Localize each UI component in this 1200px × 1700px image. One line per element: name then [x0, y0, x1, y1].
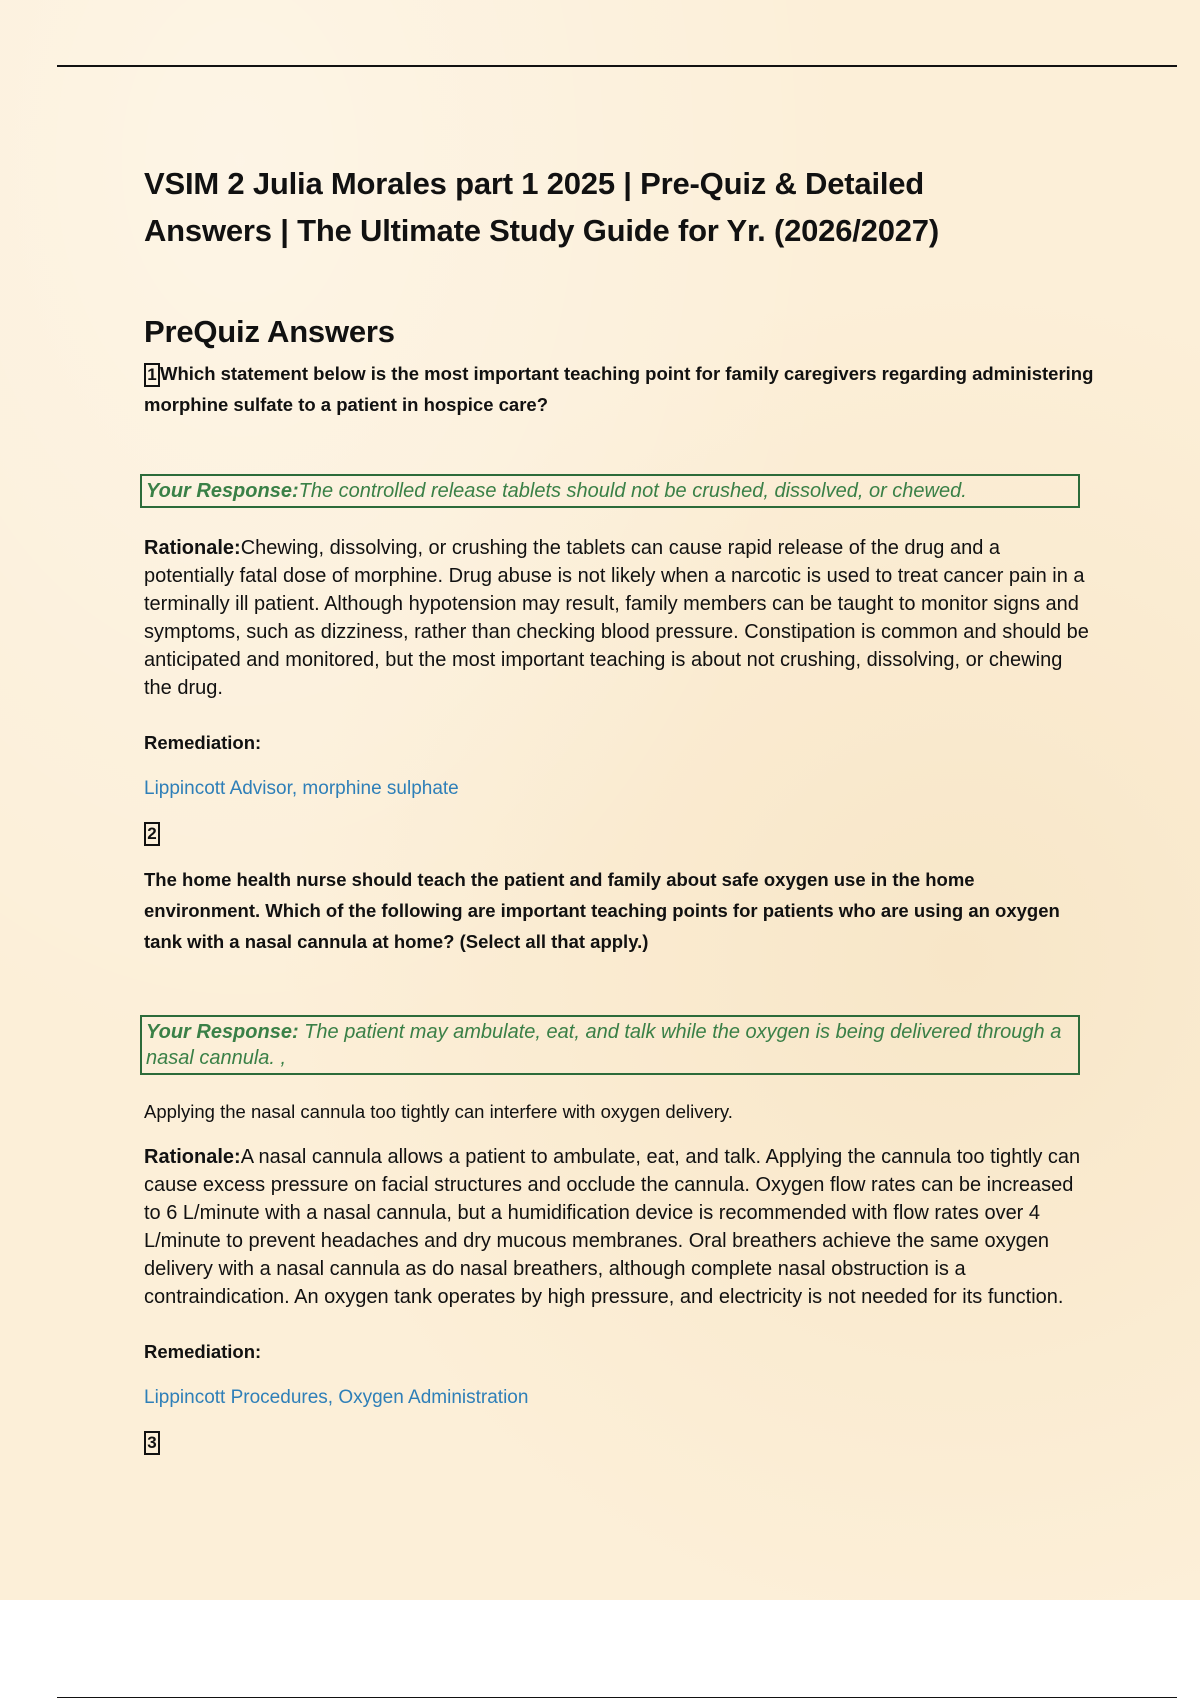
- question-1-text: Which statement below is the most important teaching point for family caregivers regarding administering morphine sulfate to a patient in hospice care?: [144, 363, 1094, 415]
- rationale-text-2: A nasal cannula allows a patient to ambulate, eat, and talk. Applying the cannula too tightly can cause excess pressure on facial structures and occlude the cannula. Oxygen flow rates can be increased to 6 L/minute with a nasal cannula, but a humidification device is recommended with flow rates over 4 L/minute to prevent headaches and dry mucous membranes. Oral breathers achieve the same oxygen delivery with a nasal cannula as do nasal breathers, although complete nasal obstruction is a contraindication. An oxygen tank operates by high pressure, and electricity is not needed for its function.: [144, 1146, 1081, 1308]
- question-number-2: 2: [144, 822, 160, 846]
- rationale-label-1: Rationale:: [144, 537, 241, 559]
- watermark: [144, 430, 1094, 448]
- response-extra-2: Applying the nasal cannula too tightly can interfere with oxygen delivery.: [144, 1101, 733, 1122]
- rationale-2: [144, 1143, 1094, 1311]
- response-box-1: [140, 474, 1080, 508]
- footer-rule: [57, 1697, 1177, 1698]
- question-2-number-row: [144, 822, 1094, 846]
- rationale-text-1: Chewing, dissolving, or crushing the tablets can cause rapid release of the drug and a potentially fatal dose of morphine. Drug abuse is not likely when a narcotic is used to treat cancer pain in a terminally ill patient. Although hypotension may result, family members can be taught to monitor signs and symptoms, such as dizziness, rather than checking blood pressure. Constipation is common and should be anticipated and monitored, but the most important teaching is about not crushing, dissolving, or chewing the drug.: [144, 537, 1089, 699]
- response-label-1: Your Response:: [146, 480, 299, 502]
- watermark: [144, 967, 1094, 985]
- remediation-label-2: Remediation:: [144, 1341, 262, 1362]
- document-title-line-2: Answers | The Ultimate Study Guide for Yr. (2026/2027): [144, 213, 939, 248]
- response-text-2: The patient may ambulate, eat, and talk while the oxygen is being delivered through a nasal cannula. ,: [146, 1021, 1062, 1069]
- remediation-link-1[interactable]: Lippincott Advisor, morphine sulphate: [144, 778, 459, 799]
- response-text-1: The controlled release tablets should not be crushed, dissolved, or chewed.: [298, 480, 967, 502]
- response-box-2: [140, 1015, 1080, 1075]
- document-content: [144, 160, 1094, 1455]
- document-title: [144, 160, 1094, 254]
- response-label-2: Your Response:: [146, 1021, 299, 1043]
- question-2-text: The home health nurse should teach the patient and family about safe oxygen use in the home environment. Which of the following are important teaching points for patients who are using an oxygen tank with a nasal cannula at home? (Select all that apply.): [144, 869, 1060, 952]
- section-title: PreQuiz Answers: [144, 314, 395, 349]
- question-1: [144, 358, 1094, 420]
- header-rule: [57, 65, 1177, 67]
- question-number-1: 1: [144, 363, 160, 387]
- question-number-3: 3: [144, 1431, 160, 1455]
- rationale-label-2: Rationale:: [144, 1146, 241, 1168]
- document-title-line-1: VSIM 2 Julia Morales part 1 2025 | Pre-Quiz & Detailed: [144, 166, 925, 201]
- remediation-label-1: Remediation:: [144, 732, 262, 753]
- question-3-number-row: [144, 1431, 1094, 1455]
- remediation-link-2[interactable]: Lippincott Procedures, Oxygen Administration: [144, 1387, 529, 1408]
- rationale-1: [144, 534, 1094, 702]
